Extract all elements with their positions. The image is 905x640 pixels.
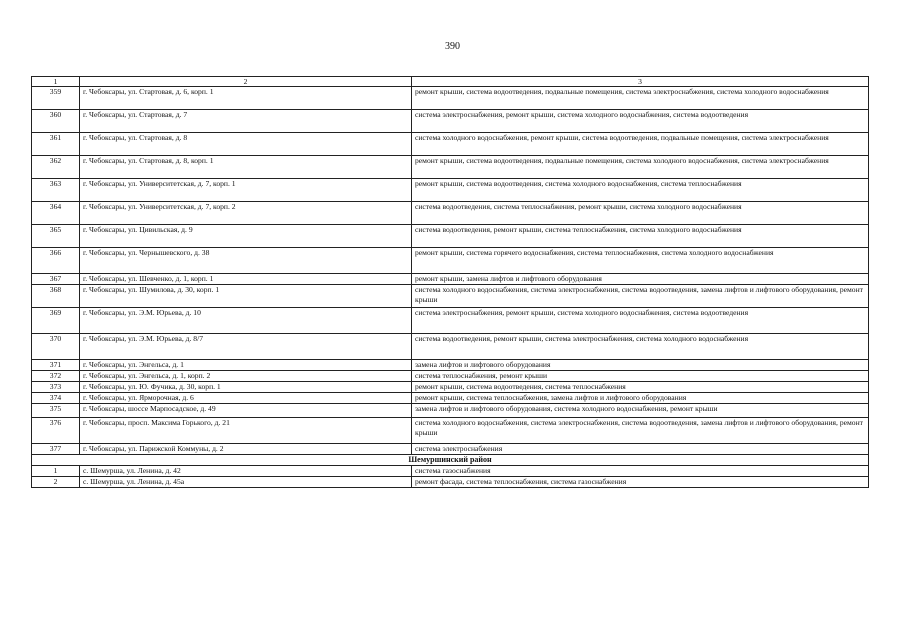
row-works: ремонт крыши, система водоотведения, система холодного водоснабжения, система теплоснабжения bbox=[412, 179, 869, 202]
district-header-row bbox=[32, 455, 869, 466]
row-works: система теплоснабжения, ремонт крыши bbox=[412, 371, 869, 382]
table-row bbox=[32, 360, 869, 371]
column-header: 2 bbox=[80, 77, 412, 87]
row-address: г. Чебоксары, ул. Ярморочная, д. 6 bbox=[80, 393, 412, 404]
row-number: 376 bbox=[32, 418, 80, 444]
table-row bbox=[32, 371, 869, 382]
row-address: г. Чебоксары, ул. Парижской Коммуны, д. 2 bbox=[80, 444, 412, 455]
row-works: система водоотведения, ремонт крыши, система электроснабжения, система холодного водоснабжения bbox=[412, 334, 869, 360]
row-address: с. Шемурша, ул. Ленина, д. 42 bbox=[80, 466, 412, 477]
row-number: 369 bbox=[32, 308, 80, 334]
row-address: г. Чебоксары, ул. Ю. Фучика, д. 30, корп. 1 bbox=[80, 382, 412, 393]
row-number: 373 bbox=[32, 382, 80, 393]
row-address: г. Чебоксары, ул. Стартовая, д. 7 bbox=[80, 110, 412, 133]
table-row bbox=[32, 285, 869, 308]
table-row bbox=[32, 382, 869, 393]
row-works: ремонт фасада, система теплоснабжения, система газоснабжения bbox=[412, 477, 869, 488]
table-row bbox=[32, 133, 869, 156]
row-works: ремонт крыши, система водоотведения, подвальные помещения, система холодного водоснабжения, система электроснабжения bbox=[412, 156, 869, 179]
row-works: система водоотведения, ремонт крыши, система теплоснабжения, система холодного водоснабжения bbox=[412, 225, 869, 248]
row-address: г. Чебоксары, ул. Э.М. Юрьева, д. 8/7 bbox=[80, 334, 412, 360]
row-works: замена лифтов и лифтового оборудования, система холодного водоснабжения, ремонт крыши bbox=[412, 404, 869, 418]
row-address: г. Чебоксары, ул. Э.М. Юрьева, д. 10 bbox=[80, 308, 412, 334]
row-number: 371 bbox=[32, 360, 80, 371]
row-works: ремонт крыши, замена лифтов и лифтового оборудования bbox=[412, 274, 869, 285]
row-number: 367 bbox=[32, 274, 80, 285]
row-address: г. Чебоксары, ул. Энгельса, д. 1, корп. 2 bbox=[80, 371, 412, 382]
row-address: с. Шемурша, ул. Ленина, д. 45а bbox=[80, 477, 412, 488]
row-address: г. Чебоксары, ул. Энгельса, д. 1 bbox=[80, 360, 412, 371]
row-number: 362 bbox=[32, 156, 80, 179]
row-address: г. Чебоксары, ул. Шевченко, д. 1, корп. 1 bbox=[80, 274, 412, 285]
district-title: Шемуршинский район bbox=[32, 455, 869, 466]
row-number: 365 bbox=[32, 225, 80, 248]
table-row bbox=[32, 393, 869, 404]
table-row bbox=[32, 477, 869, 488]
row-address: г. Чебоксары, шоссе Марпосадское, д. 49 bbox=[80, 404, 412, 418]
row-works: ремонт крыши, система водоотведения, подвальные помещения, система электроснабжения, система холодного водоснабжения bbox=[412, 87, 869, 110]
table-row bbox=[32, 156, 869, 179]
row-number: 363 bbox=[32, 179, 80, 202]
table-row bbox=[32, 466, 869, 477]
row-address: г. Чебоксары, ул. Стартовая, д. 8, корп. 1 bbox=[80, 156, 412, 179]
table-row bbox=[32, 110, 869, 133]
row-works: система холодного водоснабжения, система электроснабжения, система водоотведения, замена лифтов и лифтового оборудования, ремонт крыши bbox=[412, 285, 869, 308]
row-works: ремонт крыши, система горячего водоснабжения, система теплоснабжения, система холодного водоснабжения bbox=[412, 248, 869, 274]
table-row bbox=[32, 404, 869, 418]
page-number: 390 bbox=[445, 41, 460, 52]
row-address: г. Чебоксары, ул. Шумилова, д. 30, корп. 1 bbox=[80, 285, 412, 308]
table-row bbox=[32, 87, 869, 110]
row-works: система газоснабжения bbox=[412, 466, 869, 477]
row-address: г. Чебоксары, ул. Чернышевского, д. 38 bbox=[80, 248, 412, 274]
row-number: 359 bbox=[32, 87, 80, 110]
table-row bbox=[32, 274, 869, 285]
row-number: 360 bbox=[32, 110, 80, 133]
row-address: г. Чебоксары, ул. Стартовая, д. 6, корп. 1 bbox=[80, 87, 412, 110]
row-number: 372 bbox=[32, 371, 80, 382]
table-row bbox=[32, 308, 869, 334]
row-works: ремонт крыши, система водоотведения, система теплоснабжения bbox=[412, 382, 869, 393]
row-works: система электроснабжения, ремонт крыши, система холодного водоснабжения, система водоотведения bbox=[412, 308, 869, 334]
row-address: г. Чебоксары, ул. Университетская, д. 7, корп. 2 bbox=[80, 202, 412, 225]
row-works: система холодного водоснабжения, система электроснабжения, система водоотведения, замена лифтов и лифтового оборудования, ремонт крыши bbox=[412, 418, 869, 444]
row-address: г. Чебоксары, ул. Стартовая, д. 8 bbox=[80, 133, 412, 156]
table-row bbox=[32, 334, 869, 360]
row-number: 364 bbox=[32, 202, 80, 225]
row-number: 374 bbox=[32, 393, 80, 404]
row-address: г. Чебоксары, ул. Цивильская, д. 9 bbox=[80, 225, 412, 248]
row-number: 368 bbox=[32, 285, 80, 308]
table-row bbox=[32, 418, 869, 444]
row-works: система электроснабжения bbox=[412, 444, 869, 455]
row-address: г. Чебоксары, просп. Максима Горького, д. 21 bbox=[80, 418, 412, 444]
table-row bbox=[32, 202, 869, 225]
row-works: система холодного водоснабжения, ремонт крыши, система водоотведения, подвальные помещения, система электроснабжения bbox=[412, 133, 869, 156]
row-works: ремонт крыши, система теплоснабжения, замена лифтов и лифтового оборудования bbox=[412, 393, 869, 404]
table-row bbox=[32, 444, 869, 455]
table-row bbox=[32, 225, 869, 248]
table-header-row bbox=[32, 77, 869, 87]
row-number: 375 bbox=[32, 404, 80, 418]
row-number: 361 bbox=[32, 133, 80, 156]
column-header: 1 bbox=[32, 77, 80, 87]
row-works: система электроснабжения, ремонт крыши, система холодного водоснабжения, система водоотведения bbox=[412, 110, 869, 133]
row-number: 1 bbox=[32, 466, 80, 477]
row-works: замена лифтов и лифтового оборудования bbox=[412, 360, 869, 371]
row-number: 2 bbox=[32, 477, 80, 488]
row-works: система водоотведения, система теплоснабжения, ремонт крыши, система холодного водоснабжения bbox=[412, 202, 869, 225]
table-row bbox=[32, 179, 869, 202]
row-address: г. Чебоксары, ул. Университетская, д. 7, корп. 1 bbox=[80, 179, 412, 202]
repair-table bbox=[31, 76, 869, 488]
table-row bbox=[32, 248, 869, 274]
column-header: 3 bbox=[412, 77, 869, 87]
row-number: 366 bbox=[32, 248, 80, 274]
row-number: 377 bbox=[32, 444, 80, 455]
row-number: 370 bbox=[32, 334, 80, 360]
